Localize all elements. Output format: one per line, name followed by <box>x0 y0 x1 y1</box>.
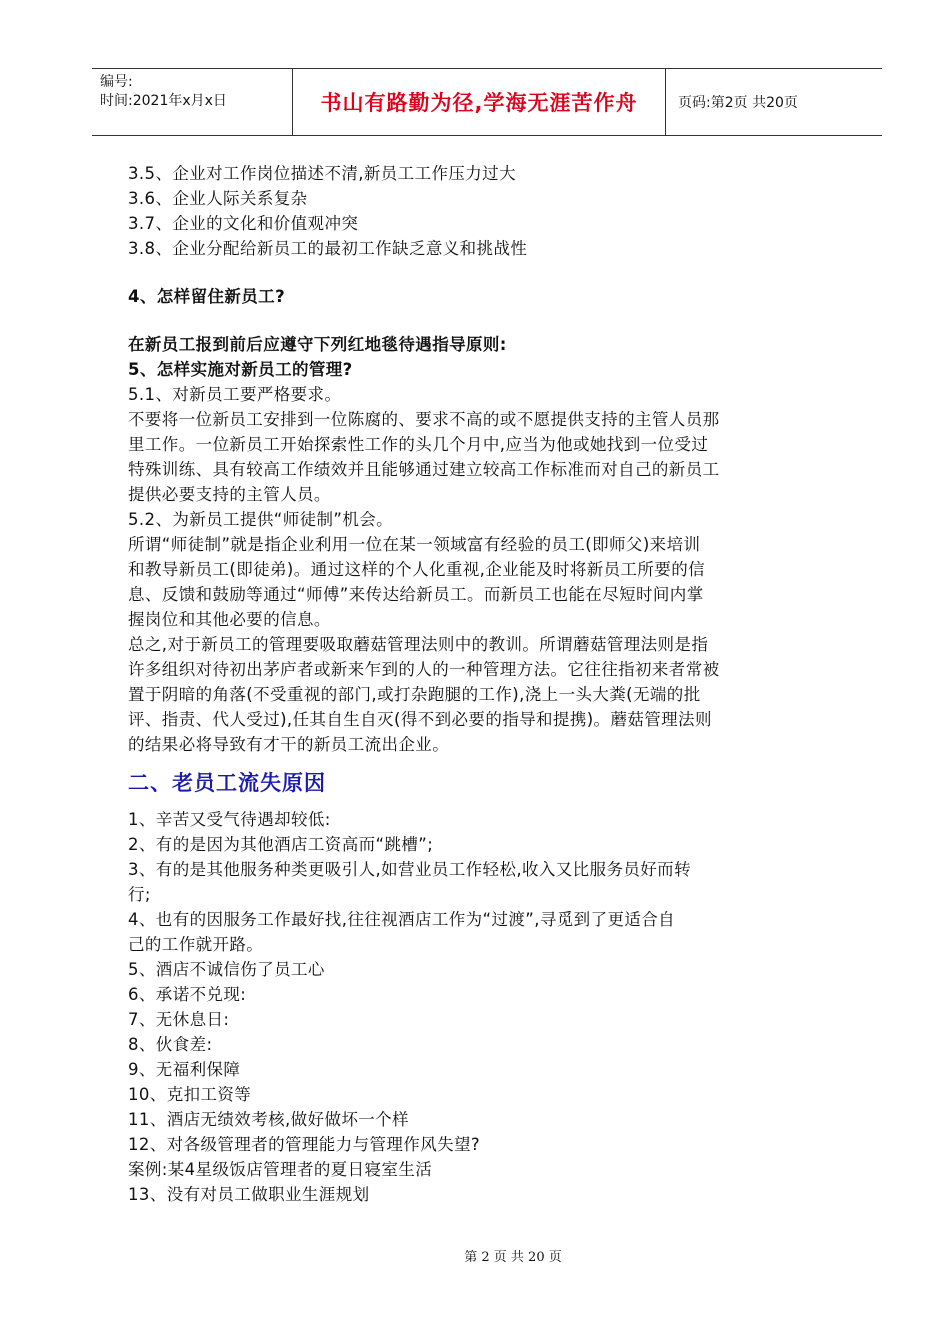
list-item: 8、伙食差: <box>128 1035 213 1054</box>
time-label: 时间:2021年x月x日 <box>100 93 227 109</box>
section-heading: 二、老员工流失原因 <box>128 771 326 795</box>
text-line: 3.6、企业人际关系复杂 <box>128 189 308 208</box>
case-line: 案例:某4星级饭店管理者的夏日寝室生活 <box>128 1160 433 1179</box>
text-line: 总之,对于新员工的管理要吸取蘑菇管理法则中的教训。所谓蘑菇管理法则是指 <box>128 635 709 654</box>
list-item: 行; <box>128 885 151 904</box>
text-line: 置于阴暗的角落(不受重视的部门,或打杂跑腿的工作),浇上一头大粪(无端的批 <box>128 685 701 704</box>
page-header <box>92 68 882 136</box>
list-item: 1、辛苦又受气待遇却较低: <box>128 810 331 829</box>
list-item: 11、酒店无绩效考核,做好做坏一个样 <box>128 1110 409 1129</box>
list-item: 己的工作就开路。 <box>128 935 264 954</box>
list-item: 4、也有的因服务工作最好找,往往视酒店工作为“过渡”,寻觅到了更适合自 <box>128 910 676 929</box>
text-line: 3.5、企业对工作岗位描述不清,新员工工作压力过大 <box>128 164 516 183</box>
serial-label: 编号: <box>100 74 133 90</box>
text-line: 息、反馈和鼓励等通过“师傅”来传达给新员工。而新员工也能在尽短时间内掌 <box>128 585 704 604</box>
text-line: 3.8、企业分配给新员工的最初工作缺乏意义和挑战性 <box>128 239 528 258</box>
list-item: 10、克扣工资等 <box>128 1085 252 1104</box>
page-footer: 第 2 页 共 20 页 <box>464 1250 562 1265</box>
text-line: 所谓“师徒制”就是指企业利用一位在某一领域富有经验的员工(即师父)来培训 <box>128 535 701 554</box>
list-item: 3、有的是其他服务种类更吸引人,如营业员工作轻松,收入又比服务员好而转 <box>128 860 691 879</box>
text-line: 5.2、为新员工提供“师徒制”机会。 <box>128 510 394 529</box>
bold-line: 在新员工报到前后应遵守下列红地毯待遇指导原则: <box>128 335 507 354</box>
list-item: 12、对各级管理者的管理能力与管理作风失望? <box>128 1135 481 1154</box>
list-item: 13、没有对员工做职业生涯规划 <box>128 1185 370 1204</box>
text-line: 评、指责、代人受过),任其自生自灭(得不到必要的指导和提携)。蘑菇管理法则 <box>128 710 712 729</box>
text-line: 不要将一位新员工安排到一位陈腐的、要求不高的或不愿提供支持的主管人员那 <box>128 410 720 429</box>
section-question: 4、怎样留住新员工? <box>128 287 286 306</box>
header-page-number: 页码:第2页 共20页 <box>678 95 798 111</box>
text-line: 特殊训练、具有较高工作绩效并且能够通过建立较高工作标准而对自己的新员工 <box>128 460 720 479</box>
section-question: 5、怎样实施对新员工的管理? <box>128 360 353 379</box>
list-item: 2、有的是因为其他酒店工资高而“跳槽”; <box>128 835 434 854</box>
text-line: 许多组织对待初出茅庐者或新来乍到的人的一种管理方法。它往往指初来者常被 <box>128 660 720 679</box>
text-line: 提供必要支持的主管人员。 <box>128 485 331 504</box>
list-item: 6、承诺不兑现: <box>128 985 247 1004</box>
text-line: 握岗位和其他必要的信息。 <box>128 610 331 629</box>
text-line: 和教导新员工(即徒弟)。通过这样的个人化重视,企业能及时将新员工所要的信 <box>128 560 706 579</box>
text-line: 里工作。一位新员工开始探索性工作的头几个月中,应当为他或她找到一位受过 <box>128 435 709 454</box>
list-item: 9、无福利保障 <box>128 1060 241 1079</box>
text-line: 的结果必将导致有才干的新员工流出企业。 <box>128 735 450 754</box>
list-item: 7、无休息日: <box>128 1010 230 1029</box>
header-meta <box>92 69 293 135</box>
text-line: 5.1、对新员工要严格要求。 <box>128 385 342 404</box>
document-body <box>128 161 848 1207</box>
list-item: 5、酒店不诚信伤了员工心 <box>128 960 325 979</box>
header-motto: 书山有路勤为径,学海无涯苦作舟 <box>293 69 666 135</box>
text-line: 3.7、企业的文化和价值观冲突 <box>128 214 359 233</box>
